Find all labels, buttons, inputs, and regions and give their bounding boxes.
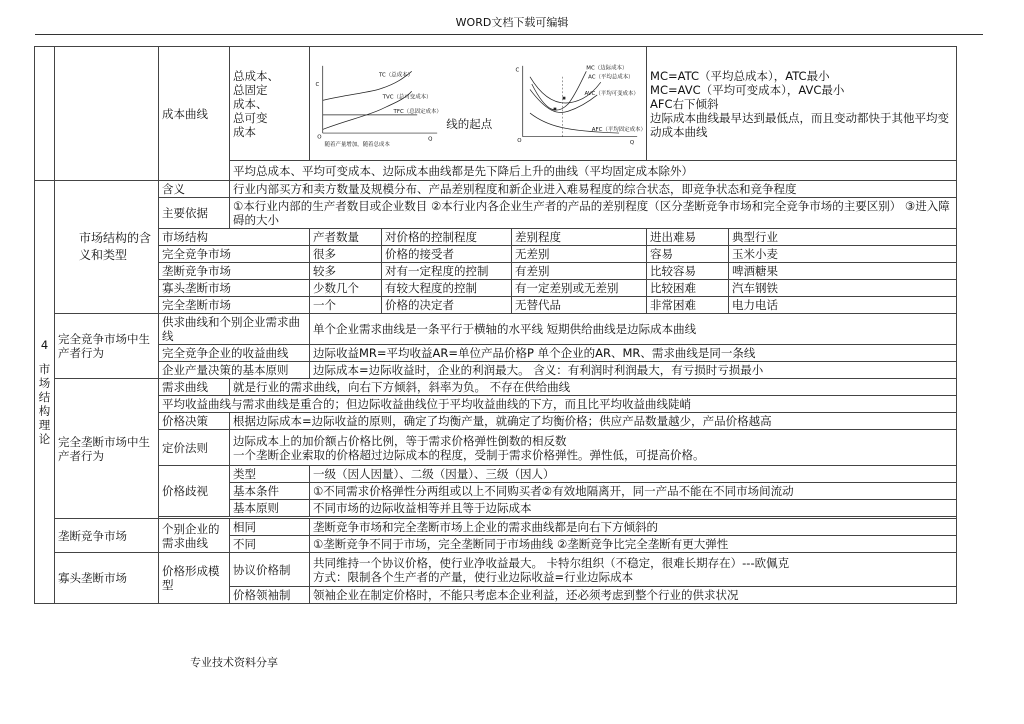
tvc-label: TVC（总可变成本）	[382, 94, 432, 101]
table-row	[35, 280, 957, 297]
left-blank-cell	[35, 47, 55, 181]
chapter-label	[35, 181, 55, 604]
demand-key: 需求曲线	[159, 379, 230, 396]
market-structure-table	[34, 46, 957, 604]
oligopoly-value	[310, 553, 957, 587]
cell: 玉米小麦	[729, 246, 957, 263]
perfect-label: 完全竞争市场中生产者行为	[55, 314, 159, 379]
fig2-origin-label: O	[517, 137, 522, 144]
header-rule	[35, 34, 983, 35]
tc-label: TC（总成本）	[379, 72, 414, 79]
cell: 寡头垄断市场	[159, 280, 310, 297]
disc-sub-value: ①不同需求价格弹性分两组或以上不同购买者②有效地隔离开，同一产品不能在不同市场间流动	[310, 483, 957, 500]
cell: 很多	[310, 246, 382, 263]
price-decision-value: 根据边际成本=边际收益的原则，确定了均衡产量，就确定了均衡价格；供应产品数量越少，产品价格越高	[230, 413, 957, 430]
cell: 无差别	[512, 246, 647, 263]
cost-desc-line: 成本	[233, 124, 256, 139]
tfc-label: TFC（总固定成本）	[393, 108, 442, 115]
oligopoly-line: 共同维持一个协议价格，使行业净收益最大。 卡特尔组织（不稳定，很难长期存在）---欧佩克	[313, 555, 790, 570]
disc-sub-key: 基本条件	[230, 483, 310, 500]
cell: 有差别	[512, 263, 647, 280]
oligopoly-line: 方式：限制各个生产者的产量，使行业边际收益=行业边际成本	[313, 569, 634, 584]
perfect-value: 单个企业需求曲线是一条平行于横轴的水平线 短期供给曲线是边际成本曲线	[310, 314, 957, 345]
cell: 有一定差别或无差别	[512, 280, 647, 297]
fig1-c-label: C	[315, 81, 320, 88]
oligopoly-value: 领袖企业在制定价格时，不能只考虑本企业利益，还必须考虑到整个行业的供求状况	[310, 587, 957, 604]
mc-label: MC（边际成本）	[586, 64, 628, 71]
cell: 垄断竞争市场	[159, 263, 310, 280]
page-header: WORD文档下载可编辑	[455, 16, 569, 29]
col-header: 市场结构	[159, 229, 310, 246]
chapter-char: 场	[38, 376, 51, 390]
cell: 完全竞争市场	[159, 246, 310, 263]
avc-min-point	[553, 107, 556, 110]
definition-value: 行业内部买方和卖方数量及规模分布、产品差别程度和新企业进入难易程度的综合状态，即竞争状态和竞争程度	[230, 181, 957, 198]
oligopoly-label: 寡头垄断市场	[55, 553, 159, 604]
disc-sub-value: 不同市场的边际收益相等并且等于边际成本	[310, 500, 957, 517]
page-footer: 专业技术资料分享	[190, 656, 278, 669]
monocomp-key: 不同	[230, 536, 310, 553]
cell: 少数几个	[310, 280, 382, 297]
figure-middle-text: 线的起点	[446, 116, 493, 131]
avc-label: AVC（平均可变成本）	[584, 90, 639, 97]
disc-sub-key: 类型	[230, 466, 310, 483]
pricing-rule-line: 边际成本上的加价额占价格比例，等于需求价格弹性倒数的相反数	[233, 433, 567, 448]
cost-notes	[647, 47, 957, 161]
disc-sub-key: 基本原则	[230, 500, 310, 517]
col-header: 典型行业	[729, 229, 957, 246]
cost-desc-line: 总固定	[233, 82, 268, 97]
price-decision-key: 价格决策	[159, 413, 230, 430]
left-blank-cell	[55, 47, 159, 181]
cell: 较多	[310, 263, 382, 280]
fig2-c-label: C	[515, 66, 520, 73]
perfect-key: 完全竞争企业的收益曲线	[159, 345, 310, 362]
cell: 容易	[647, 246, 729, 263]
col-header: 对价格的控制程度	[382, 229, 512, 246]
average-cost-diagram	[510, 54, 646, 154]
fig2-q-label: Q	[629, 139, 634, 146]
avg-revenue-note: 平均收益曲线与需求曲线是重合的；但边际收益曲线位于平均收益曲线的下方，而且比平均收益曲线陡峭	[159, 396, 957, 413]
chapter-char: 理	[38, 418, 51, 432]
chapter-char: 构	[38, 404, 51, 418]
cost-desc-line: 总可变	[233, 110, 268, 125]
cell: 汽车钢铁	[729, 280, 957, 297]
cell: 啤酒糖果	[729, 263, 957, 280]
monocomp-value: ①垄断竞争不同于市场，完全垄断同于市场曲线 ②垄断竞争比完全垄断有更大弹性	[310, 536, 957, 553]
fig1-caption: 随着产量增加，随着总成本	[324, 141, 390, 148]
structure-label: 市场结构的含义和类型	[55, 181, 159, 314]
total-cost-diagram	[310, 54, 446, 154]
cell: 价格的决定者	[382, 297, 512, 314]
afc-label: AFC（平均固定成本）	[591, 126, 646, 133]
pricing-rule-key: 定价法则	[159, 430, 230, 466]
cost-figures	[310, 47, 647, 161]
oligopoly-sub: 价格形成模型	[159, 553, 230, 604]
col-header: 产者数量	[310, 229, 382, 246]
perfect-key: 供求曲线和个别企业需求曲线	[159, 314, 310, 345]
cost-note: 边际成本曲线最早达到最低点，而且变动都快于其他平均变动成本曲线	[650, 110, 950, 139]
demand-value: 就是行业的需求曲线，向右下方倾斜，斜率为负。 不存在供给曲线	[230, 379, 957, 396]
table-row	[35, 297, 957, 314]
table-row	[35, 246, 957, 263]
cost-summary: 平均总成本、平均可变成本、边际成本曲线都是先下降后上升的曲线（平均固定成本除外）	[230, 161, 957, 181]
pricing-rule-line: 一个垄断企业索取的价格超过边际成本的程度，受制于需求价格弹性。弹性低，可提高价格。	[233, 447, 705, 462]
price-discrimination-key: 价格歧视	[159, 466, 230, 517]
cell: 对有一定程度的控制	[382, 263, 512, 280]
chapter-number: 4	[40, 338, 49, 352]
cell: 电力电话	[729, 297, 957, 314]
monocomp-label: 垄断竞争市场	[55, 519, 159, 553]
perfect-key: 企业产量决策的基本原则	[159, 362, 310, 379]
structure-header-row	[35, 229, 957, 246]
basis-key: 主要依据	[159, 198, 230, 229]
monocomp-key: 相同	[230, 519, 310, 536]
chapter-char: 论	[38, 432, 51, 446]
cost-curve-label: 成本曲线	[159, 47, 230, 181]
monocomp-value: 垄断竞争市场和完全垄断市场上企业的需求曲线都是向右下方倾斜的	[310, 519, 957, 536]
oligopoly-key: 价格领袖制	[230, 587, 310, 604]
chapter-char: 结	[38, 390, 51, 404]
basis-value: ①本行业内部的生产者数目或企业数目 ②本行业内各企业生产者的产品的差别程度（区分垄断竞争市场和完全竞争市场的主要区别） ③进入障碍的大小	[230, 198, 957, 229]
cost-note: AFC右下倾斜	[650, 96, 719, 111]
oligopoly-key: 协议价格制	[230, 553, 310, 587]
perfect-value: 边际成本=边际收益时，企业的利润最大。 含义：有利润时利润最大，有亏损时亏损最小	[310, 362, 957, 379]
fig1-q-label: Q	[428, 135, 433, 142]
cell: 有较大程度的控制	[382, 280, 512, 297]
col-header: 进出难易	[647, 229, 729, 246]
pricing-rule-value	[230, 430, 957, 466]
cell: 非常困难	[647, 297, 729, 314]
ac-label: AC（平均总成本）	[587, 74, 634, 81]
cost-desc-line: 总成本、	[233, 68, 279, 83]
cell: 一个	[310, 297, 382, 314]
cell: 无替代品	[512, 297, 647, 314]
cell: 完全垄断市场	[159, 297, 310, 314]
monocomp-sub: 个别企业的需求曲线	[159, 519, 230, 553]
col-header: 差别程度	[512, 229, 647, 246]
cost-desc-line: 成本、	[233, 96, 268, 111]
cost-note: MC=AVC（平均可变成本），AVC最小	[650, 82, 845, 97]
cell: 比较容易	[647, 263, 729, 280]
cell: 比较困难	[647, 280, 729, 297]
cost-note: MC=ATC（平均总成本），ATC最小	[650, 68, 830, 83]
chapter-char: 市	[38, 362, 51, 376]
table-row	[35, 263, 957, 280]
monopoly-label: 完全垄断市场中生产者行为	[55, 379, 159, 519]
perfect-value: 边际收益MR=平均收益AR=单位产品价格P 单个企业的AR、MR、需求曲线是同一条线	[310, 345, 957, 362]
cell: 价格的接受者	[382, 246, 512, 263]
fig1-origin-label: O	[317, 134, 322, 141]
disc-sub-value: 一级（因人因量）、二级（因量）、三级（因人）	[310, 466, 957, 483]
cost-desc	[230, 47, 310, 161]
definition-key: 含义	[159, 181, 230, 198]
atc-min-point	[562, 96, 565, 99]
